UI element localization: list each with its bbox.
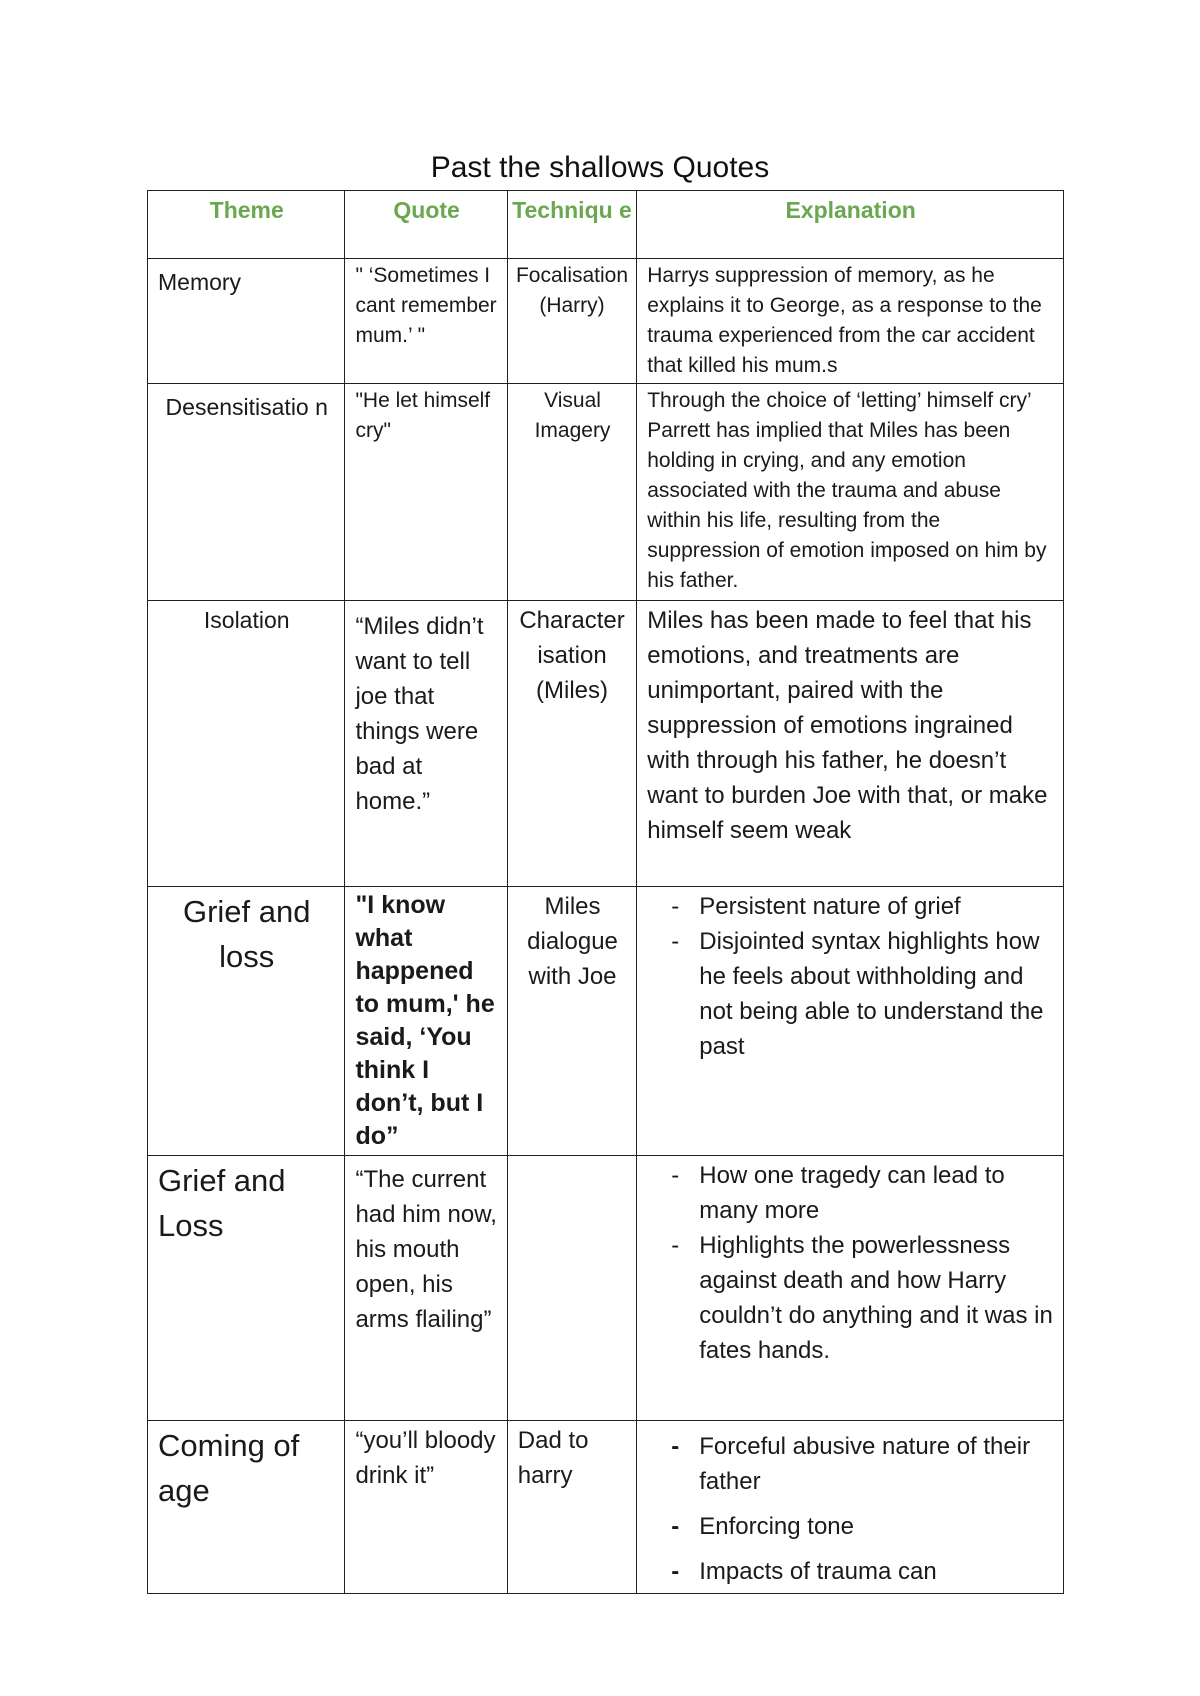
list-item-text: Forceful abusive nature of their father — [699, 1433, 1031, 1495]
list-item-text: Disjointed syntax highlights how he feels about withholding and not being able to understand the past — [699, 928, 1044, 1060]
dash-bullet: - — [671, 928, 680, 955]
page-title: Past the shallows Quotes — [430, 151, 770, 184]
header-technique: Techniqu e — [507, 191, 636, 259]
quote-cell: “you’ll bloody drink it” — [345, 1421, 507, 1594]
table-row — [148, 259, 1064, 384]
table-row — [148, 887, 1064, 1156]
dash-bullet: - — [671, 1513, 680, 1540]
technique-cell: Miles dialogue with Joe — [507, 887, 636, 1156]
dash-bullet: - — [671, 1558, 680, 1585]
explanation-list — [637, 889, 1054, 1064]
explanation-cell: Miles has been made to feel that his emotions, and treatments are unimportant, paired with the suppression of emotions ingrained with through his father, he doesn’t want to burden Joe with that, or make himself seem weak — [637, 601, 1064, 887]
dash-bullet: - — [671, 1433, 680, 1460]
explanation-cell — [637, 887, 1064, 1156]
quote-cell: “The current had him now, his mouth open, his arms flailing” — [345, 1156, 507, 1421]
explanation-cell: Through the choice of ‘letting’ himself cry’ Parrett has implied that Miles has been holding in crying, and any emotion associated with the trauma and abuse within his life, resulting from the suppression of emotion imposed on him by his father. — [637, 384, 1064, 601]
list-item-text: Enforcing tone — [699, 1513, 855, 1540]
list-item — [637, 889, 1054, 924]
explanation-cell — [637, 1421, 1064, 1594]
theme-cell: Grief and loss — [148, 887, 345, 1156]
list-item — [637, 924, 1054, 1064]
header-quote: Quote — [345, 191, 507, 259]
table-row — [148, 601, 1064, 887]
technique-cell: Dad to harry — [507, 1421, 636, 1594]
list-item-text: Persistent nature of grief — [699, 893, 961, 920]
table-row — [148, 1156, 1064, 1421]
quotes-table — [147, 190, 1064, 1594]
theme-cell: Grief and Loss — [148, 1156, 345, 1421]
list-item-text: Impacts of trauma can — [699, 1558, 937, 1585]
list-item — [637, 1509, 1054, 1544]
list-item — [637, 1228, 1054, 1368]
table-header-row — [148, 191, 1064, 259]
header-theme: Theme — [148, 191, 345, 259]
theme-cell: Coming of age — [148, 1421, 345, 1594]
explanation-cell: Harrys suppression of memory, as he explains it to George, as a response to the trauma experienced from the car accident that killed his mum.s — [637, 259, 1064, 384]
explanation-list — [637, 1429, 1054, 1589]
quote-cell: " ‘Sometimes I cant remember mum.’ " — [345, 259, 507, 384]
list-item-text: How one tragedy can lead to many more — [699, 1162, 1005, 1224]
table-row — [148, 1421, 1064, 1594]
quote-cell: "He let himself cry" — [345, 384, 507, 601]
dash-bullet: - — [671, 893, 680, 920]
technique-cell — [507, 1156, 636, 1421]
technique-cell: Visual Imagery — [507, 384, 636, 601]
theme-cell: Memory — [148, 259, 345, 384]
theme-cell: Isolation — [148, 601, 345, 887]
header-explanation: Explanation — [637, 191, 1064, 259]
technique-cell: Character isation (Miles) — [507, 601, 636, 887]
dash-bullet: - — [671, 1162, 680, 1189]
list-item — [637, 1158, 1054, 1228]
list-item — [637, 1429, 1054, 1499]
quote-cell: “Miles didn’t want to tell joe that things were bad at home.” — [345, 601, 507, 887]
quote-cell: "I know what happened to mum,' he said, ‘You think I don’t, but I do” — [345, 887, 507, 1156]
table-row — [148, 384, 1064, 601]
explanation-list — [637, 1158, 1054, 1368]
technique-cell: Focalisation (Harry) — [507, 259, 636, 384]
list-item — [637, 1554, 1054, 1589]
list-item-text: Highlights the powerlessness against death and how Harry couldn’t do anything and it was in fates hands. — [699, 1232, 1053, 1364]
explanation-cell — [637, 1156, 1064, 1421]
theme-cell: Desensitisatio n — [148, 384, 345, 601]
dash-bullet: - — [671, 1232, 680, 1259]
